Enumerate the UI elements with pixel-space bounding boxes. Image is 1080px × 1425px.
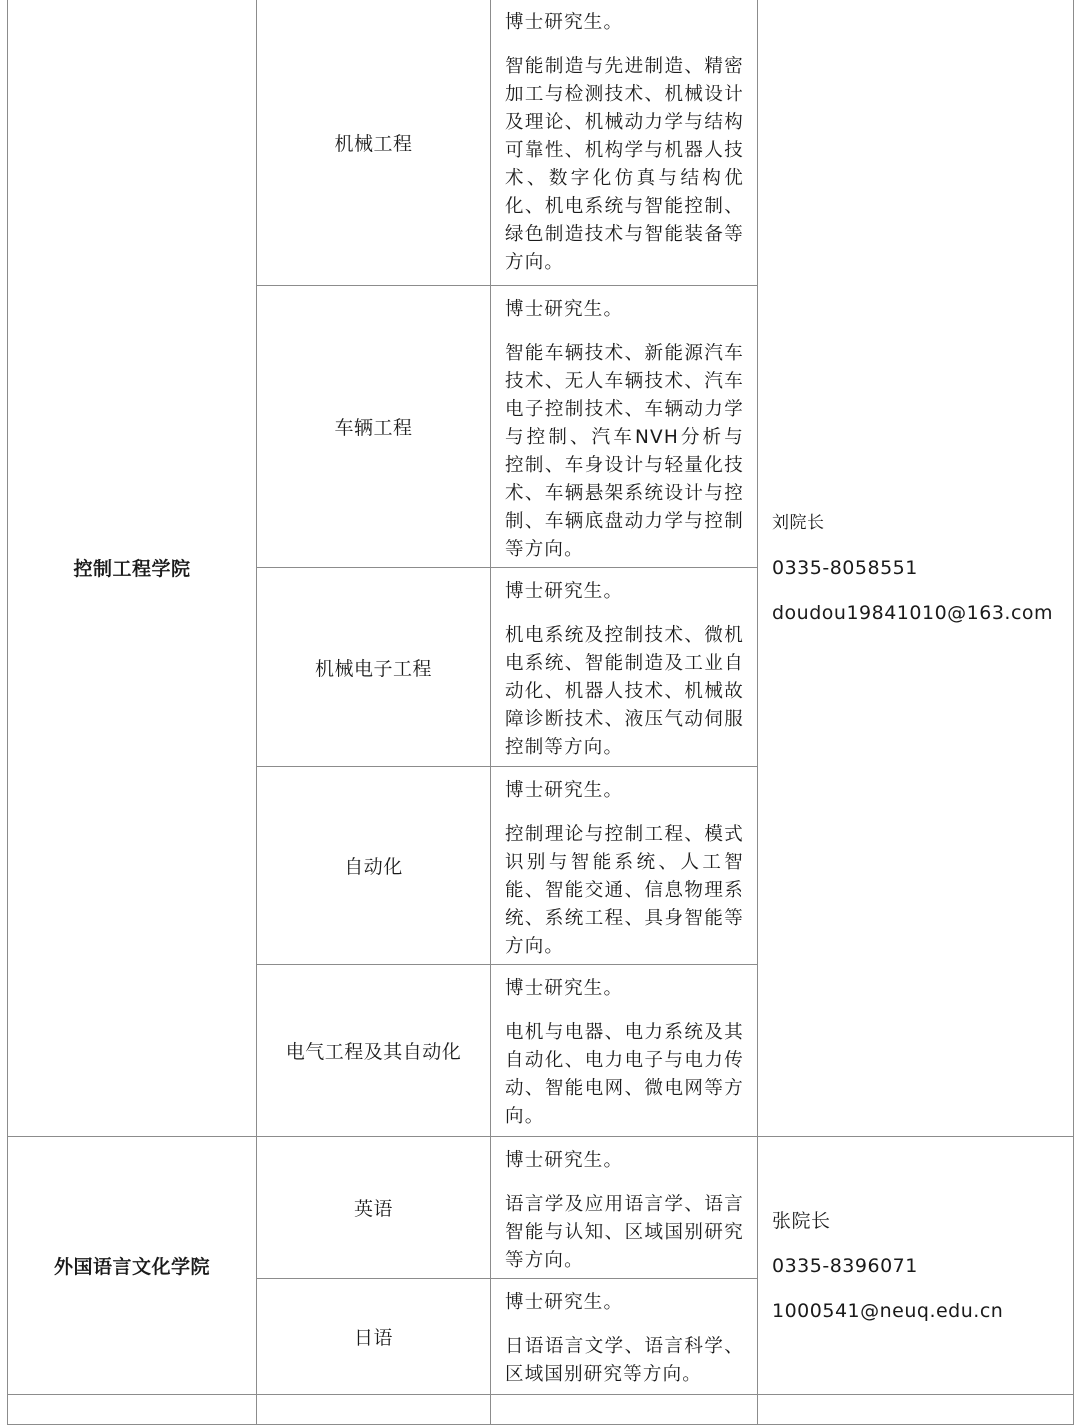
research-directions: 智能车辆技术、新能源汽车技术、无人车辆技术、汽车电子控制技术、车辆动力学与控制、汽车NVH分析与控制、车身设计与轻量化技术、车辆悬架系统设计与控制、车辆底盘动力学与控制等方向。 [505,343,744,560]
research-directions: 智能制造与先进制造、精密加工与检测技术、机械设计及理论、机械动力学与结构可靠性、机构学与机器人技术、数字化仿真与结构优化、机电系统与智能控制、绿色制造技术与智能装备等方向。 [505,56,744,273]
requirement-cell [491,1279,758,1395]
major-name: 日语 [257,1279,491,1395]
empty-cell [491,1395,758,1425]
contact-phone: 0335-8396071 [772,1254,918,1277]
contact-cell [758,1137,1074,1395]
table-row [8,1137,1074,1279]
table-row [8,1395,1074,1425]
degree-requirement: 博士研究生。 [505,780,624,801]
table-row [8,0,1074,286]
major-name: 英语 [257,1137,491,1279]
contact-person: 刘院长 [772,512,825,533]
college-name: 控制工程学院 [8,0,257,1137]
college-name: 外国语言文化学院 [8,1137,257,1395]
contact-email: doudou19841010@163.com [772,601,1054,624]
research-directions: 控制理论与控制工程、模式识别与智能系统、人工智能、智能交通、信息物理系统、系统工程、具身智能等方向。 [505,824,744,957]
degree-requirement: 博士研究生。 [505,299,624,320]
empty-cell [257,1395,491,1425]
recruitment-table [7,0,1074,1425]
major-name: 机械电子工程 [257,568,491,767]
degree-requirement: 博士研究生。 [505,978,624,999]
major-name: 车辆工程 [257,286,491,568]
requirement-cell [491,568,758,767]
major-name: 电气工程及其自动化 [257,965,491,1137]
degree-requirement: 博士研究生。 [505,12,624,33]
major-name: 自动化 [257,767,491,965]
requirement-cell [491,0,758,286]
major-name: 机械工程 [257,0,491,286]
research-directions: 机电系统及控制技术、微机电系统、智能制造及工业自动化、机器人技术、机械故障诊断技术、液压气动伺服控制等方向。 [505,625,744,758]
requirement-cell [491,1137,758,1279]
contact-person: 张院长 [772,1209,831,1232]
requirement-cell [491,286,758,568]
requirement-cell [491,767,758,965]
contact-phone: 0335-8058551 [772,556,918,579]
degree-requirement: 博士研究生。 [505,581,624,602]
contact-cell [758,0,1074,1137]
research-directions: 电机与电器、电力系统及其自动化、电力电子与电力传动、智能电网、微电网等方向。 [505,1022,744,1127]
requirement-cell [491,965,758,1137]
contact-email: 1000541@neuq.edu.cn [772,1299,1004,1322]
research-directions: 语言学及应用语言学、语言智能与认知、区域国别研究等方向。 [505,1194,744,1271]
research-directions: 日语语言文学、语言科学、区域国别研究等方向。 [505,1336,744,1385]
degree-requirement: 博士研究生。 [505,1292,624,1313]
empty-cell [758,1395,1074,1425]
empty-cell [8,1395,257,1425]
degree-requirement: 博士研究生。 [505,1150,624,1171]
